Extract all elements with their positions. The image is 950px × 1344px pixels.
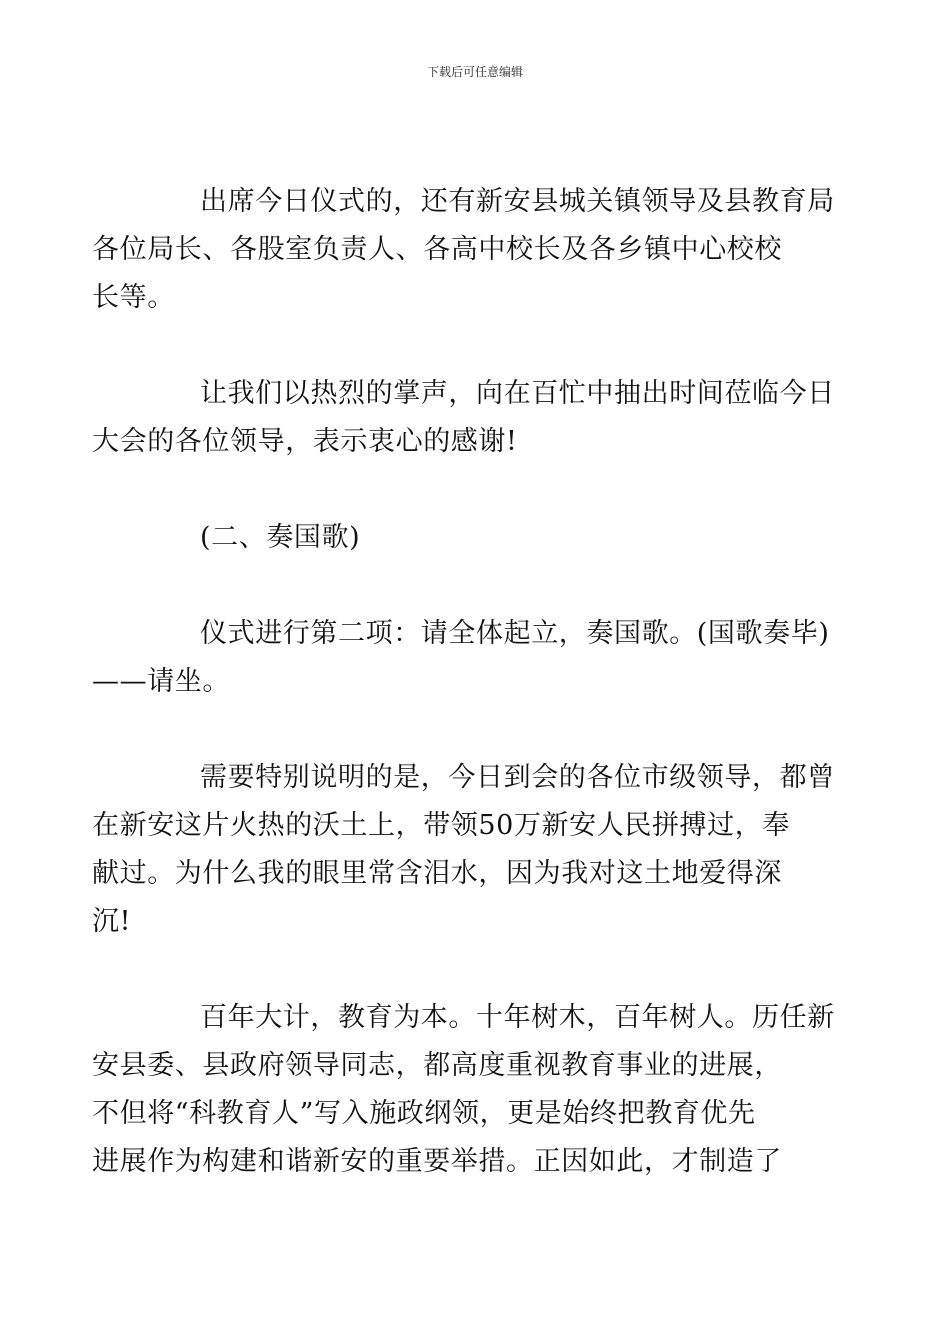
paragraph-line: 需要特别说明的是，今日到会的各位市级领导，都曾 [200,762,835,793]
paragraph-line: ——请坐。 [92,666,230,697]
paragraph-line: 进展作为构建和谐新安的重要举措。正因如此，才制造了 [92,1146,782,1177]
paragraph-line: 沉! [92,906,132,937]
paragraph-education [92,994,835,1186]
paragraph-line: 在新安这片火热的沃土上，带领50万新安人民拼搏过，奉 [92,810,790,841]
paragraph-line: 大会的各位领导，表示衷心的感谢! [92,426,518,457]
paragraph-line: 出席今日仪式的，还有新安县城关镇领导及县教育局 [200,186,835,217]
paragraph-leaders-note [92,754,835,946]
paragraph-line: 不但将“科教育人”写入施政纲领，更是始终把教育优先 [92,1098,756,1129]
paragraph-attendees [92,178,835,322]
section-heading-anthem [146,514,810,562]
paragraph-anthem [92,610,830,706]
paragraph-line: 献过。为什么我的眼里常含泪水，因为我对这土地爱得深 [92,858,782,889]
paragraph-thanks [92,370,835,466]
paragraph-line: 让我们以热烈的掌声，向在百忙中抽出时间莅临今日 [200,378,835,409]
paragraph-line: 仪式进行第二项：请全体起立，奏国歌。(国歌奏毕) [200,618,830,649]
paragraph-line: 各位局长、各股室负责人、各高中校长及各乡镇中心校校 [92,234,782,265]
paragraph-line: (二、奏国歌) [200,522,361,553]
document-body [92,178,835,1234]
paragraph-line: 百年大计，教育为本。十年树木，百年树人。历任新 [200,1002,835,1033]
paragraph-line: 安县委、县政府领导同志，都高度重视教育事业的进展， [92,1050,782,1081]
paragraph-line: 长等。 [92,282,175,313]
page-header: 下载后可任意编辑 [426,65,523,79]
